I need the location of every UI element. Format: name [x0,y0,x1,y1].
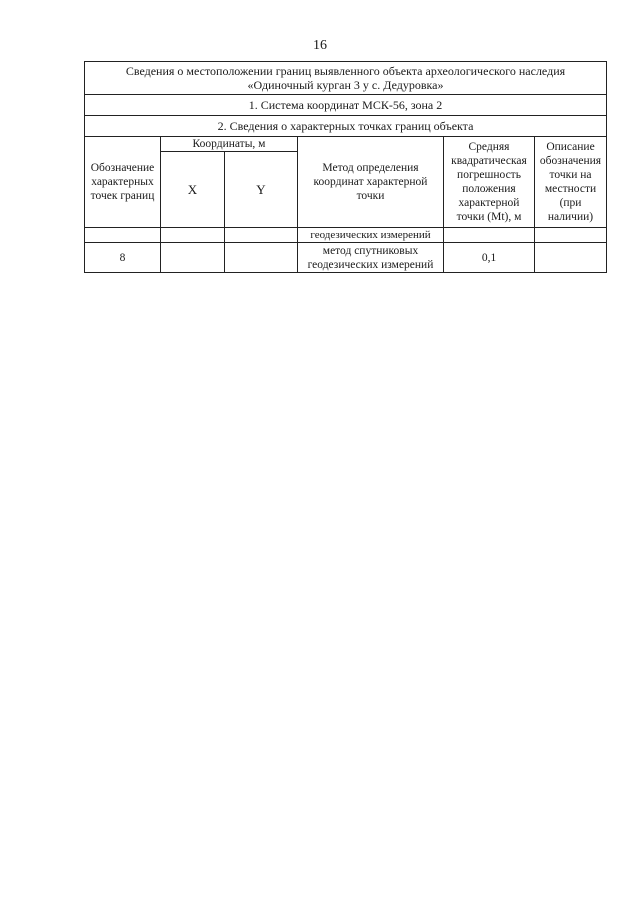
table-title [85,62,607,95]
page-number: 16 [313,38,327,53]
cell-y [225,228,298,243]
cell-method: метод спутниковых геодезических измерений [298,243,444,273]
header-row-1 [85,137,607,152]
coordinate-system: 1. Система координат МСК-56, зона 2 [85,95,607,116]
table-title-line2: «Одиночный курган 3 у с. Дедуровка» [247,78,444,92]
header-y: Y [225,152,298,228]
table-row [85,243,607,273]
header-error: Средняя квадратическая погрешность положения характерной точки (Mt), м [444,137,535,228]
cell-x [161,243,225,273]
cell-description [535,228,607,243]
cell-y [225,243,298,273]
cell-point [85,228,161,243]
coordinate-system-row [85,95,607,116]
section-points-heading: 2. Сведения о характерных точках границ объекта [85,116,607,137]
table-title-line1: Сведения о местоположении границ выявленного объекта археологического наследия [125,64,566,78]
cell-error [444,228,535,243]
header-method: Метод определения координат характерной точки [298,137,444,228]
header-x: X [161,152,225,228]
cell-error: 0,1 [444,243,535,273]
title-row [85,62,607,95]
cell-method: геодезических измерений [298,228,444,243]
cell-x [161,228,225,243]
table-row [85,228,607,243]
section-points-row [85,116,607,137]
header-coordinates: Координаты, м [161,137,298,152]
cell-description [535,243,607,273]
cell-point: 8 [85,243,161,273]
boundary-points-table [84,61,607,273]
header-description: Описание обозначения точки на местности (при наличии) [535,137,607,228]
header-point-designation: Обозначение характерных точек границ [85,137,161,228]
